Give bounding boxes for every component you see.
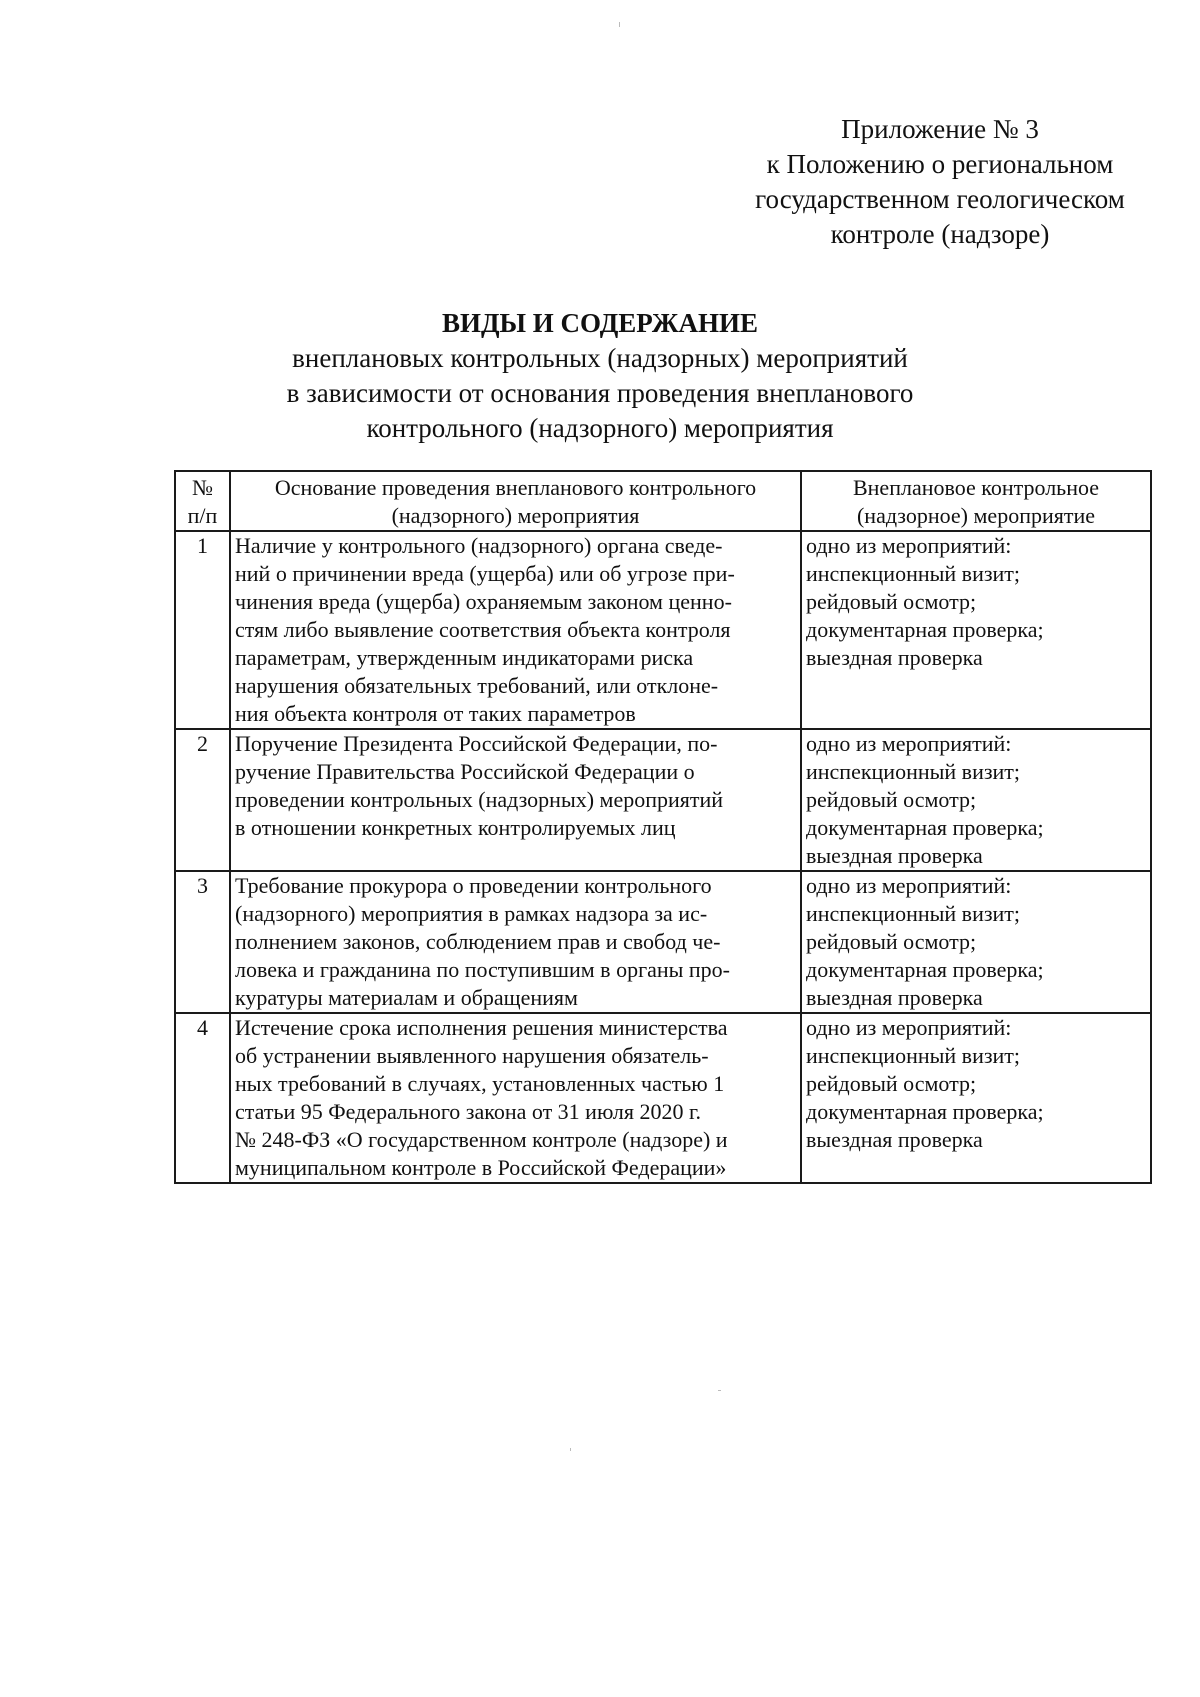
table-body	[175, 531, 1151, 1183]
basis-line: статьи 95 Федерального закона от 31 июля 2020 г.	[235, 1099, 701, 1124]
appendix-line: государственном геологическом	[755, 184, 1125, 214]
event-line: выездная проверка	[806, 645, 983, 670]
inspection-types-table	[174, 470, 1152, 1184]
basis-line: ловека и гражданина по поступившим в органы про-	[235, 957, 731, 982]
scan-mark	[570, 1448, 571, 1451]
event-line: инспекционный визит;	[806, 759, 1021, 784]
appendix-line: Приложение № 3	[841, 114, 1039, 144]
event-line: документарная проверка;	[806, 617, 1044, 642]
row-events	[801, 1013, 1151, 1183]
appendix-line: к Положению о региональном	[766, 149, 1114, 179]
row-number: 3	[175, 871, 230, 1013]
row-basis	[230, 1013, 801, 1183]
table-row	[175, 531, 1151, 729]
header-num	[175, 471, 230, 531]
event-line: одно из мероприятий:	[806, 533, 1012, 558]
appendix-block	[740, 112, 1140, 252]
event-line: рейдовый осмотр;	[806, 929, 977, 954]
table-row	[175, 1013, 1151, 1183]
table-row	[175, 729, 1151, 871]
basis-line: ных требований в случаях, установленных частью 1	[235, 1071, 725, 1096]
document-title: ВИДЫ И СОДЕРЖАНИЕ	[441, 308, 759, 338]
event-line: рейдовый осмотр;	[806, 1071, 977, 1096]
row-events	[801, 871, 1151, 1013]
event-line: документарная проверка;	[806, 1099, 1044, 1124]
basis-line: Требование прокурора о проведении контрольного	[235, 873, 712, 898]
event-line: рейдовый осмотр;	[806, 589, 977, 614]
row-basis	[230, 871, 801, 1013]
basis-line: проведении контрольных (надзорных) мероприятий	[235, 787, 724, 812]
basis-line: куратуры материалам и обращениям	[235, 985, 578, 1010]
basis-line: Наличие у контрольного (надзорного) органа сведе-	[235, 533, 723, 558]
event-line: инспекционный визит;	[806, 901, 1021, 926]
basis-line: чинения вреда (ущерба) охраняемым законом ценно-	[235, 589, 732, 614]
event-line: выездная проверка	[806, 985, 983, 1010]
basis-line: (надзорного) мероприятия в рамках надзора за ис-	[235, 901, 708, 926]
header-num-line: п/п	[187, 503, 218, 528]
basis-line: параметрам, утвержденным индикаторами риска	[235, 645, 694, 670]
event-line: выездная проверка	[806, 1127, 983, 1152]
basis-line: об устранении выявленного нарушения обязатель-	[235, 1043, 709, 1068]
document-subtitle-line: внеплановых контрольных (надзорных) мероприятий	[292, 343, 908, 373]
basis-line: Истечение срока исполнения решения министерства	[235, 1015, 728, 1040]
basis-line: полнением законов, соблюдением прав и свобод че-	[235, 929, 721, 954]
document-subtitle-line: в зависимости от основания проведения внепланового	[286, 378, 914, 408]
row-basis	[230, 531, 801, 729]
row-events	[801, 531, 1151, 729]
event-line: документарная проверка;	[806, 815, 1044, 840]
header-basis-line: Основание проведения внепланового контрольного	[274, 475, 757, 500]
basis-line: муниципальном контроле в Российской Федерации»	[235, 1155, 727, 1180]
event-line: одно из мероприятий:	[806, 873, 1012, 898]
document-heading	[200, 306, 1000, 446]
row-number: 2	[175, 729, 230, 871]
table-header-row	[175, 471, 1151, 531]
header-events-line: Внеплановое контрольное	[852, 475, 1100, 500]
row-events	[801, 729, 1151, 871]
event-line: инспекционный визит;	[806, 1043, 1021, 1068]
appendix-line: контроле (надзоре)	[830, 219, 1050, 249]
header-events	[801, 471, 1151, 531]
basis-line: ния объекта контроля от таких параметров	[235, 701, 636, 726]
event-line: инспекционный визит;	[806, 561, 1021, 586]
event-line: одно из мероприятий:	[806, 731, 1012, 756]
row-number: 4	[175, 1013, 230, 1183]
basis-line: ручение Правительства Российской Федерации о	[235, 759, 695, 784]
basis-line: № 248-ФЗ «О государственном контроле (надзоре) и	[235, 1127, 728, 1152]
event-line: одно из мероприятий:	[806, 1015, 1012, 1040]
scan-mark	[619, 22, 620, 27]
header-num-line: №	[192, 475, 213, 500]
basis-line: нарушения обязательных требований, или отклоне-	[235, 673, 719, 698]
header-events-line: (надзорное) мероприятие	[856, 503, 1096, 528]
row-number: 1	[175, 531, 230, 729]
basis-line: Поручение Президента Российской Федерации, по-	[235, 731, 718, 756]
scan-mark	[718, 1390, 721, 1391]
basis-line: стям либо выявление соответствия объекта контроля	[235, 617, 731, 642]
event-line: документарная проверка;	[806, 957, 1044, 982]
event-line: выездная проверка	[806, 843, 983, 868]
header-basis	[230, 471, 801, 531]
table-row	[175, 871, 1151, 1013]
row-basis	[230, 729, 801, 871]
header-basis-line: (надзорного) мероприятия	[391, 503, 640, 528]
basis-line: в отношении конкретных контролируемых лиц	[235, 815, 676, 840]
event-line: рейдовый осмотр;	[806, 787, 977, 812]
document-subtitle-line: контрольного (надзорного) мероприятия	[366, 413, 834, 443]
basis-line: ний о причинении вреда (ущерба) или об угрозе при-	[235, 561, 735, 586]
